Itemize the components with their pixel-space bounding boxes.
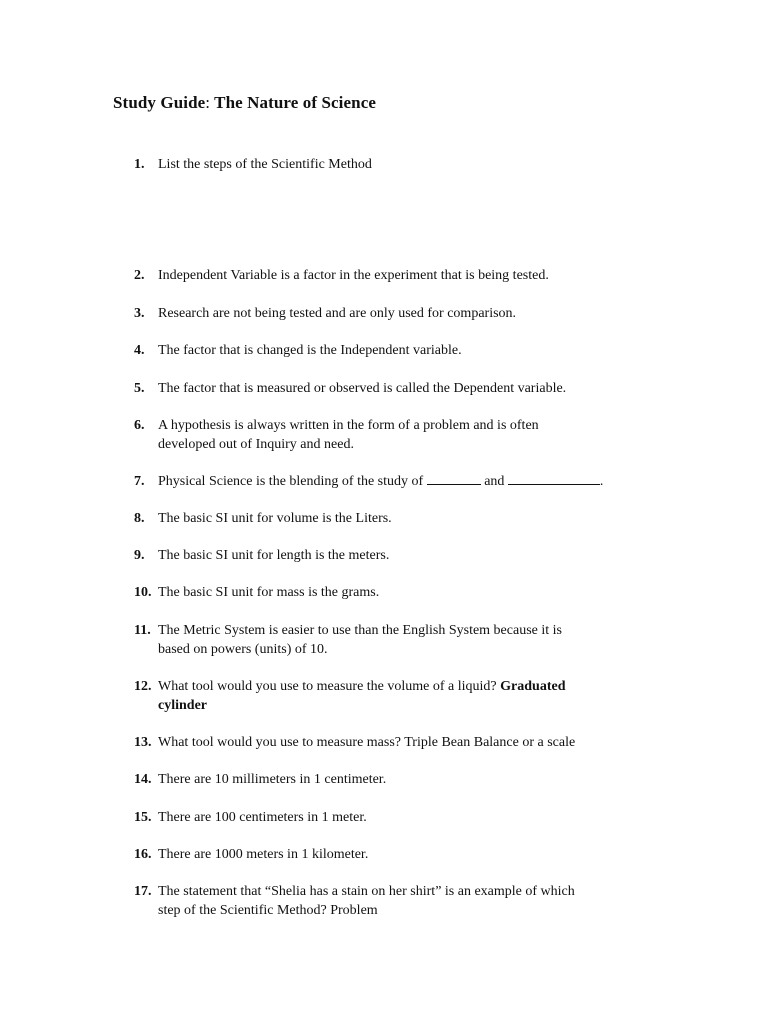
question-number: 10. [134, 585, 152, 600]
question-text: There are 10 millimeters in 1 centimeter. [158, 772, 387, 787]
question-text: The factor that is measured or observed is called the Dependent variable. [158, 381, 567, 396]
question-text: List the steps of the Scientific Method [158, 157, 372, 172]
question-text: What tool would you use to measure mass? Triple Bean Balance or a scale [158, 735, 576, 750]
question-number: 14. [134, 772, 152, 787]
question-line2: developed out of Inquiry and need. [158, 437, 354, 452]
question-text [158, 621, 678, 659]
question-number: 4. [134, 343, 145, 358]
question-line2: based on powers (units) of 10. [158, 642, 328, 657]
question-text [158, 882, 678, 920]
question-number: 15. [134, 810, 152, 825]
question-text: The factor that is changed is the Independent variable. [158, 343, 462, 358]
title-part2: The Nature of Science [210, 93, 376, 112]
question-text: There are 1000 meters in 1 kilometer. [158, 847, 369, 862]
question-line1: What tool would you use to measure the volume of a liquid? [158, 679, 501, 694]
answer-text: cylinder [158, 698, 207, 713]
question-text [158, 472, 678, 491]
title-colon: : [205, 93, 211, 112]
question-line1: A hypothesis is always written in the form of a problem and is often [158, 418, 539, 433]
question-number: 7. [134, 474, 145, 489]
question-line1: The Metric System is easier to use than the English System because it is [158, 623, 562, 638]
question-number: 5. [134, 381, 145, 396]
answer-blank [508, 472, 600, 485]
question-text [158, 416, 678, 454]
answer-blank [427, 472, 481, 485]
page-title [113, 93, 376, 113]
question-text: There are 100 centimeters in 1 meter. [158, 810, 367, 825]
question-number: 6. [134, 418, 145, 433]
question-number: 2. [134, 268, 145, 283]
title-part1: Study Guide [113, 93, 206, 112]
question-text: Independent Variable is a factor in the experiment that is being tested. [158, 268, 549, 283]
question-number: 9. [134, 548, 145, 563]
question-text-before: Physical Science is the blending of the study of [158, 474, 427, 489]
question-text-middle: and [480, 474, 508, 489]
question-text: The basic SI unit for length is the meters. [158, 548, 390, 563]
question-number: 8. [134, 511, 145, 526]
answer-text: Graduated [500, 679, 566, 694]
question-number: 17. [134, 884, 152, 899]
question-text [158, 677, 678, 715]
question-number: 13. [134, 735, 152, 750]
question-text: The basic SI unit for volume is the Liters. [158, 511, 392, 526]
question-number: 3. [134, 306, 145, 321]
question-number: 11. [134, 623, 151, 638]
question-number: 1. [134, 157, 145, 172]
question-line2: step of the Scientific Method? Problem [158, 903, 378, 918]
question-text: Research are not being tested and are only used for comparison. [158, 306, 517, 321]
question-number: 12. [134, 679, 152, 694]
question-line1: The statement that “Shelia has a stain on her shirt” is an example of which [158, 884, 575, 899]
question-text: The basic SI unit for mass is the grams. [158, 585, 380, 600]
question-text-after: . [599, 474, 604, 489]
question-number: 16. [134, 847, 152, 862]
